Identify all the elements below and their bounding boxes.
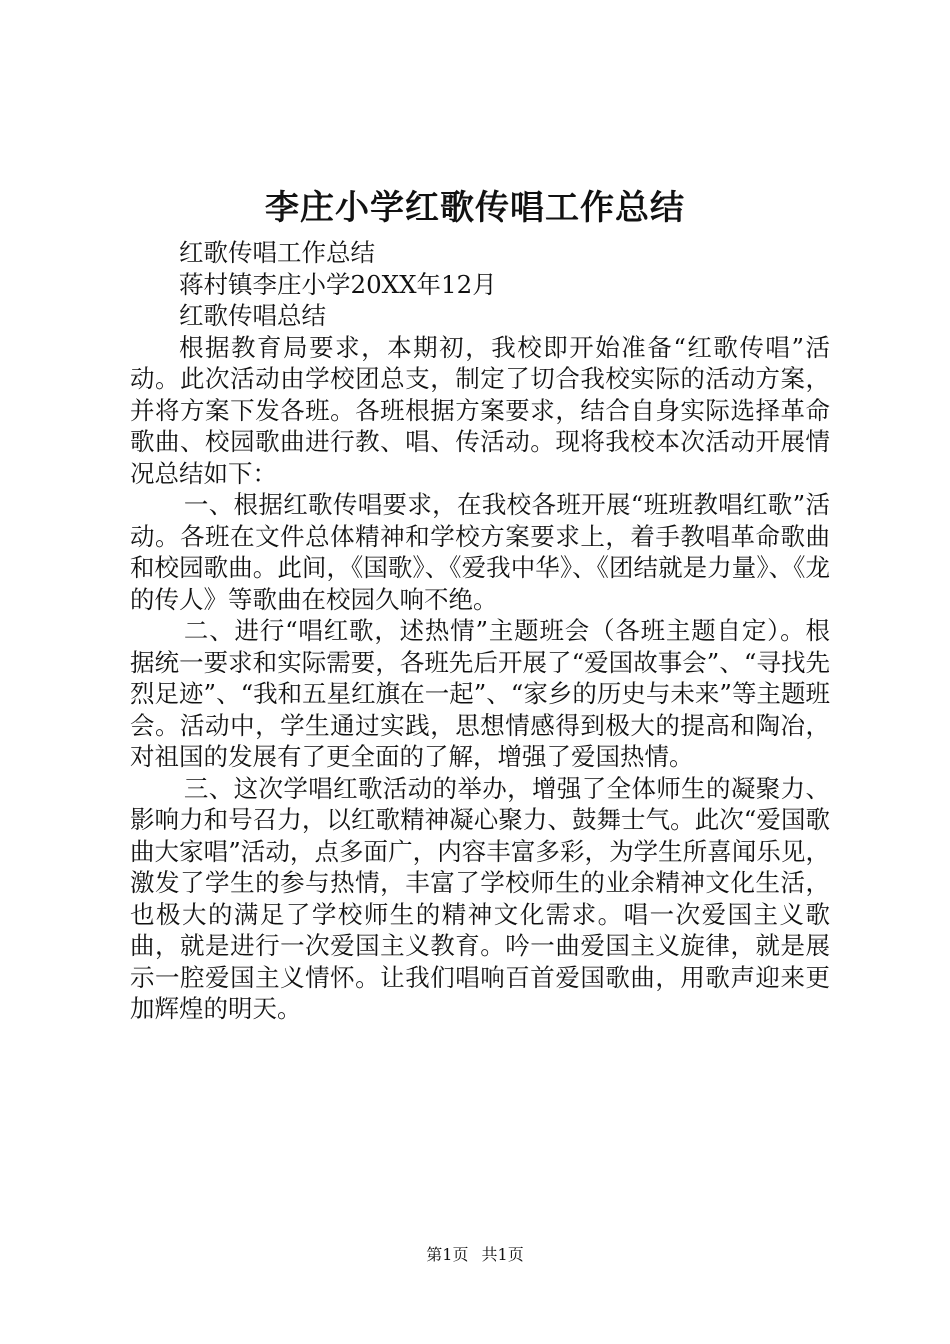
section-heading: 红歌传唱总结 — [179, 301, 326, 330]
paragraph-two: 二、进行“唱红歌，述热情”主题班会（各班主题自定）。根据统一要求和实际需要，各班先后开展了“爱国故事会”、“寻找先烈足迹”、“我和五星红旗在一起”、“家乡的历史与未来”等主题班会。活动中，学生通过实践，思想情感得到极大的提高和陶冶，对祖国的发展有了更全面的了解，增强了爱国热情。 — [130, 616, 830, 771]
author-date-line: 蒋村镇李庄小学20XX年12月 — [179, 269, 497, 299]
paragraph-one: 一、根据红歌传唱要求，在我校各班开展“班班教唱红歌”活动。各班在文件总体精神和学校方案要求上，着手教唱革命歌曲和校园歌曲。此间，《国歌》、《爱我中华》、《团结就是力量》、《龙的传人》等歌曲在校园久响不绝。 — [130, 490, 830, 614]
subtitle-line: 红歌传唱工作总结 — [179, 238, 375, 267]
paragraph-three: 三、这次学唱红歌活动的举办，增强了全体师生的凝聚力、影响力和号召力，以红歌精神凝心聚力、鼓舞士气。此次“爱国歌曲大家唱”活动，点多面广，内容丰富多彩，为学生所喜闻乐见，激发了学生的参与热情，丰富了学校师生的业余精神文化生活，也极大的满足了学校师生的精神文化需求。唱一次爱国主义歌曲，就是进行一次爱国主义教育。吟一曲爱国主义旋律，就是展示一腔爱国主义情怀。让我们唱响百首爱国歌曲，用歌声迎来更加辉煌的明天。 — [130, 773, 830, 1023]
page-footer — [0, 1244, 950, 1266]
page-number: 第1页 — [426, 1245, 469, 1264]
page-total: 共1页 — [481, 1245, 524, 1264]
document-body — [130, 237, 830, 1025]
intro-paragraph: 根据教育局要求，本期初，我校即开始准备“红歌传唱”活动。此次活动由学校团总支，制定了切合我校实际的活动方案，并将方案下发各班。各班根据方案要求，结合自身实际选择革命歌曲、校园歌曲进行教、唱、传活动。现将我校本次活动开展情况总结如下： — [130, 332, 830, 488]
document-title: 李庄小学红歌传唱工作总结 — [265, 188, 685, 228]
